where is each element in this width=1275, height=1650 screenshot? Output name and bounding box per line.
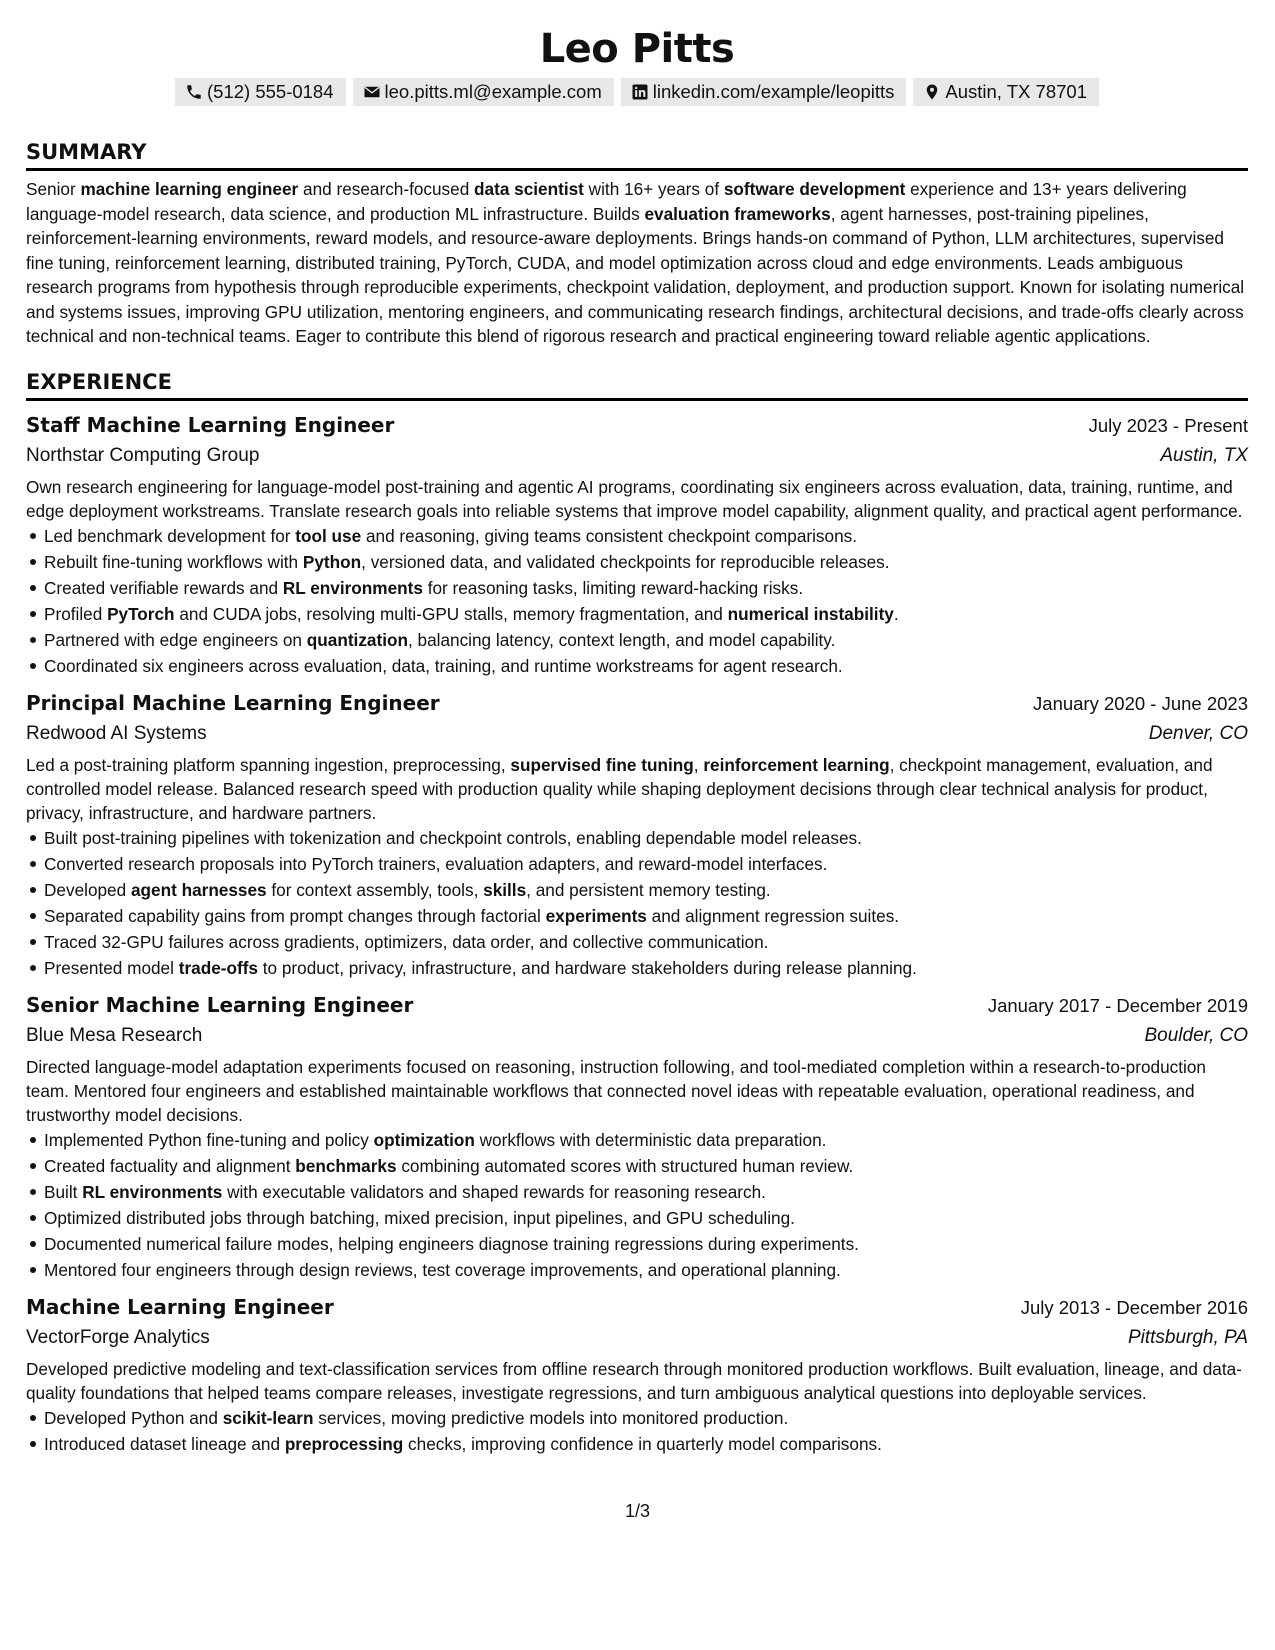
bold-keyword: preprocessing: [284, 1433, 404, 1454]
job-entry: [26, 688, 1248, 981]
section-title-summary: SUMMARY: [26, 140, 147, 164]
bold-keyword: data scientist: [474, 179, 584, 199]
bullet-item: [26, 523, 1248, 549]
bullet-item: [26, 825, 1248, 851]
job-company-row: [26, 719, 1248, 749]
job-entry: [26, 990, 1248, 1283]
company-name: Northstar Computing Group: [26, 444, 260, 466]
text-run: Profiled: [44, 603, 108, 624]
job-header-row: [26, 1292, 1248, 1323]
text-run: Documented numerical failure modes, helping engineers diagnose training regressions during experiments.: [44, 1233, 859, 1254]
experience-section: [26, 368, 1248, 1457]
company-name: Redwood AI Systems: [26, 722, 207, 744]
job-company-row: [26, 441, 1248, 471]
text-run: and CUDA jobs, resolving multi-GPU stalls, memory fragmentation, and: [174, 603, 728, 624]
text-run: for context assembly, tools,: [266, 879, 484, 900]
map-pin-icon: [923, 83, 941, 101]
job-header-row: [26, 688, 1248, 719]
job-location: Denver, CO: [1148, 722, 1248, 744]
job-title: Staff Machine Learning Engineer: [26, 412, 395, 437]
bullet-item: [26, 1179, 1248, 1205]
section-divider: [26, 168, 1248, 171]
contact-bar: [26, 78, 1248, 106]
text-run: Led a post-training platform spanning ingestion, preprocessing,: [26, 754, 511, 775]
bold-keyword: RL environments: [82, 1181, 223, 1202]
job-location: Pittsburgh, PA: [1127, 1326, 1248, 1348]
bold-keyword: PyTorch: [107, 603, 175, 624]
text-run: Introduced dataset lineage and: [44, 1433, 285, 1454]
summary-text: [26, 177, 1248, 349]
bold-keyword: supervised fine tuning: [510, 754, 694, 775]
bold-keyword: machine learning engineer: [80, 179, 299, 199]
text-run: and reasoning, giving teams consistent checkpoint comparisons.: [361, 525, 858, 546]
text-run: and research-focused: [298, 179, 475, 199]
text-run: Developed Python and: [44, 1407, 223, 1428]
job-description: [26, 1357, 1248, 1405]
text-run: , and persistent memory testing.: [526, 879, 771, 900]
job-dates: January 2020 - June 2023: [1033, 692, 1248, 714]
job-location: Boulder, CO: [1144, 1024, 1248, 1046]
page-indicator: 1/3: [624, 1501, 651, 1521]
bullet-item: [26, 1257, 1248, 1283]
text-run: Traced 32-GPU failures across gradients, optimizers, data order, and collective communication.: [44, 931, 769, 952]
job-title: Machine Learning Engineer: [26, 1294, 334, 1319]
text-run: Converted research proposals into PyTorch trainers, evaluation adapters, and reward-model interfaces.: [44, 853, 828, 874]
text-run: Mentored four engineers through design reviews, test coverage improvements, and operational planning.: [44, 1259, 841, 1280]
bold-keyword: RL environments: [282, 577, 423, 598]
bold-keyword: scikit-learn: [222, 1407, 314, 1428]
candidate-name: Leo Pitts: [539, 26, 735, 72]
text-run: Directed language-model adaptation experiments focused on reasoning, instruction following, and tool-mediated completion within a research-to-production team. Mentored four engineers and established maintainable workflows that connected novel ideas with repeatable evaluation, operational readiness, and trustworthy model decisions.: [26, 1056, 1206, 1125]
contact-chip[interactable]: [621, 78, 907, 106]
text-run: Senior: [26, 179, 81, 199]
bold-keyword: numerical instability: [727, 603, 894, 624]
job-description: [26, 1055, 1248, 1127]
bullet-item: [26, 877, 1248, 903]
bullet-list: [26, 825, 1248, 981]
text-run: Built: [44, 1181, 83, 1202]
job-dates: July 2013 - December 2016: [1020, 1296, 1248, 1318]
bold-keyword: quantization: [306, 629, 408, 650]
bullet-item: [26, 1205, 1248, 1231]
bullet-item: [26, 1231, 1248, 1257]
text-run: combining automated scores with structured human review.: [396, 1155, 854, 1176]
contact-text: linkedin.com/example/leopitts: [652, 81, 895, 102]
bullet-item: [26, 601, 1248, 627]
bullet-list: [26, 1127, 1248, 1283]
envelope-icon: [363, 83, 381, 101]
bold-keyword: tool use: [295, 525, 362, 546]
contact-chip[interactable]: [353, 78, 614, 106]
bullet-item: [26, 549, 1248, 575]
job-entry: [26, 410, 1248, 679]
company-name: Blue Mesa Research: [26, 1024, 203, 1046]
contact-text: Austin, TX 78701: [945, 81, 1087, 102]
text-run: Developed: [44, 879, 131, 900]
bold-keyword: optimization: [373, 1129, 475, 1150]
text-run: Own research engineering for language-model post-training and agentic AI programs, coordinating six engineers across evaluation, data, training, runtime, and edge deployment workstreams. Translate research goals into reliable systems that improve model capability, alignment quality, and practical agent performance.: [26, 476, 1243, 521]
text-run: Coordinated six engineers across evaluation, data, training, and runtime workstreams for agent research.: [44, 655, 843, 676]
text-run: Implemented Python fine-tuning and policy: [44, 1129, 374, 1150]
text-run: for reasoning tasks, limiting reward-hacking risks.: [422, 577, 804, 598]
job-dates: July 2023 - Present: [1088, 414, 1248, 436]
bold-keyword: reinforcement learning: [703, 754, 890, 775]
text-run: , balancing latency, context length, and model capability.: [407, 629, 836, 650]
text-run: Created factuality and alignment: [44, 1155, 296, 1176]
bullet-item: [26, 903, 1248, 929]
bullet-item: [26, 929, 1248, 955]
text-run: and alignment regression suites.: [646, 905, 900, 926]
job-description: [26, 475, 1248, 523]
text-run: services, moving predictive models into monitored production.: [313, 1407, 789, 1428]
bold-keyword: trade-offs: [178, 957, 258, 978]
text-run: to product, privacy, infrastructure, and hardware stakeholders during release planning.: [257, 957, 917, 978]
bullet-item: [26, 1153, 1248, 1179]
phone-icon: [185, 83, 203, 101]
text-run: Rebuilt fine-tuning workflows with: [44, 551, 303, 572]
text-run: experience and 13+ years delivering language-model research, data science, and production ML infrastructure. Builds: [26, 179, 1187, 224]
text-run: Built post-training pipelines with tokenization and checkpoint controls, enabling dependable model releases.: [44, 827, 862, 848]
text-run: ,: [693, 754, 704, 775]
bold-keyword: benchmarks: [295, 1155, 397, 1176]
bullet-item: [26, 1127, 1248, 1153]
bullet-item: [26, 1431, 1248, 1457]
summary-section: [26, 138, 1248, 349]
text-run: .: [893, 603, 899, 624]
text-run: with executable validators and shaped rewards for reasoning research.: [222, 1181, 766, 1202]
contact-text: leo.pitts.ml@example.com: [384, 81, 602, 102]
job-title: Senior Machine Learning Engineer: [26, 992, 414, 1017]
text-run: Created verifiable rewards and: [44, 577, 283, 598]
bullet-item: [26, 575, 1248, 601]
section-title-experience: EXPERIENCE: [26, 369, 172, 394]
contact-chip[interactable]: [913, 78, 1099, 106]
bullet-item: [26, 851, 1248, 877]
bullet-list: [26, 1405, 1248, 1457]
bold-keyword: experiments: [545, 905, 647, 926]
text-run: , checkpoint management, evaluation, and controlled model release. Balanced research speed with production quality while shaping deployment decisions through clear technical analysis for product, privacy, infrastructure, and hardware partners.: [26, 754, 1213, 823]
text-run: , agent harnesses, post-training pipelines, reinforcement-learning environments, reward models, and resource-aware deployments. Brings hands-on command of Python, LLM architectures, supervised fine tuning, reinforcement learning, distributed training, PyTorch, CUDA, and model optimization across cloud and edge environments. Leads ambiguous research programs from hypothesis through reproducible experiments, checkpoint validation, deployment, and production support. Known for isolating numerical and systems issues, improving GPU utilization, mentoring engineers, and communicating research findings, architectural decisions, and trade-offs clearly across technical and non-technical teams. Eager to contribute this blend of rigorous research and practical engineering toward reliable agentic applications.: [26, 203, 1245, 346]
job-list: [26, 410, 1248, 1457]
text-run: checks, improving confidence in quarterly model comparisons.: [403, 1433, 882, 1454]
text-run: Partnered with edge engineers on: [44, 629, 307, 650]
text-run: , versioned data, and validated checkpoints for reproducible releases.: [361, 551, 890, 572]
contact-chip[interactable]: [175, 78, 346, 106]
job-dates: January 2017 - December 2019: [987, 994, 1248, 1016]
text-run: Optimized distributed jobs through batching, mixed precision, input pipelines, and GPU scheduling.: [44, 1207, 795, 1228]
text-run: Separated capability gains from prompt changes through factorial: [44, 905, 546, 926]
linkedin-icon: [631, 83, 649, 101]
job-location: Austin, TX: [1160, 444, 1248, 466]
bold-keyword: software development: [723, 179, 906, 199]
section-divider: [26, 398, 1248, 401]
job-title: Principal Machine Learning Engineer: [26, 690, 440, 715]
job-entry: [26, 1292, 1248, 1457]
bullet-item: [26, 1405, 1248, 1431]
text-run: with 16+ years of: [583, 179, 724, 199]
bullet-item: [26, 627, 1248, 653]
job-header-row: [26, 410, 1248, 441]
job-company-row: [26, 1021, 1248, 1051]
bullet-item: [26, 955, 1248, 981]
text-run: workflows with deterministic data preparation.: [474, 1129, 827, 1150]
bold-keyword: Python: [302, 551, 362, 572]
job-company-row: [26, 1323, 1248, 1353]
bold-keyword: skills: [483, 879, 527, 900]
bullet-list: [26, 523, 1248, 679]
text-run: Developed predictive modeling and text-classification services from offline research through monitored production workflows. Built evaluation, lineage, and data-quality foundations that helped teams compare releases, investigate regressions, and turn ambiguous analytical questions into deployable services.: [26, 1358, 1242, 1403]
bold-keyword: agent harnesses: [130, 879, 267, 900]
text-run: Led benchmark development for: [44, 525, 296, 546]
contact-text: (512) 555-0184: [207, 81, 334, 102]
company-name: VectorForge Analytics: [26, 1326, 210, 1348]
bullet-item: [26, 653, 1248, 679]
text-run: Presented model: [44, 957, 179, 978]
bold-keyword: evaluation frameworks: [644, 203, 831, 224]
job-description: [26, 753, 1248, 825]
job-header-row: [26, 990, 1248, 1021]
resume-page: [26, 0, 1248, 1457]
